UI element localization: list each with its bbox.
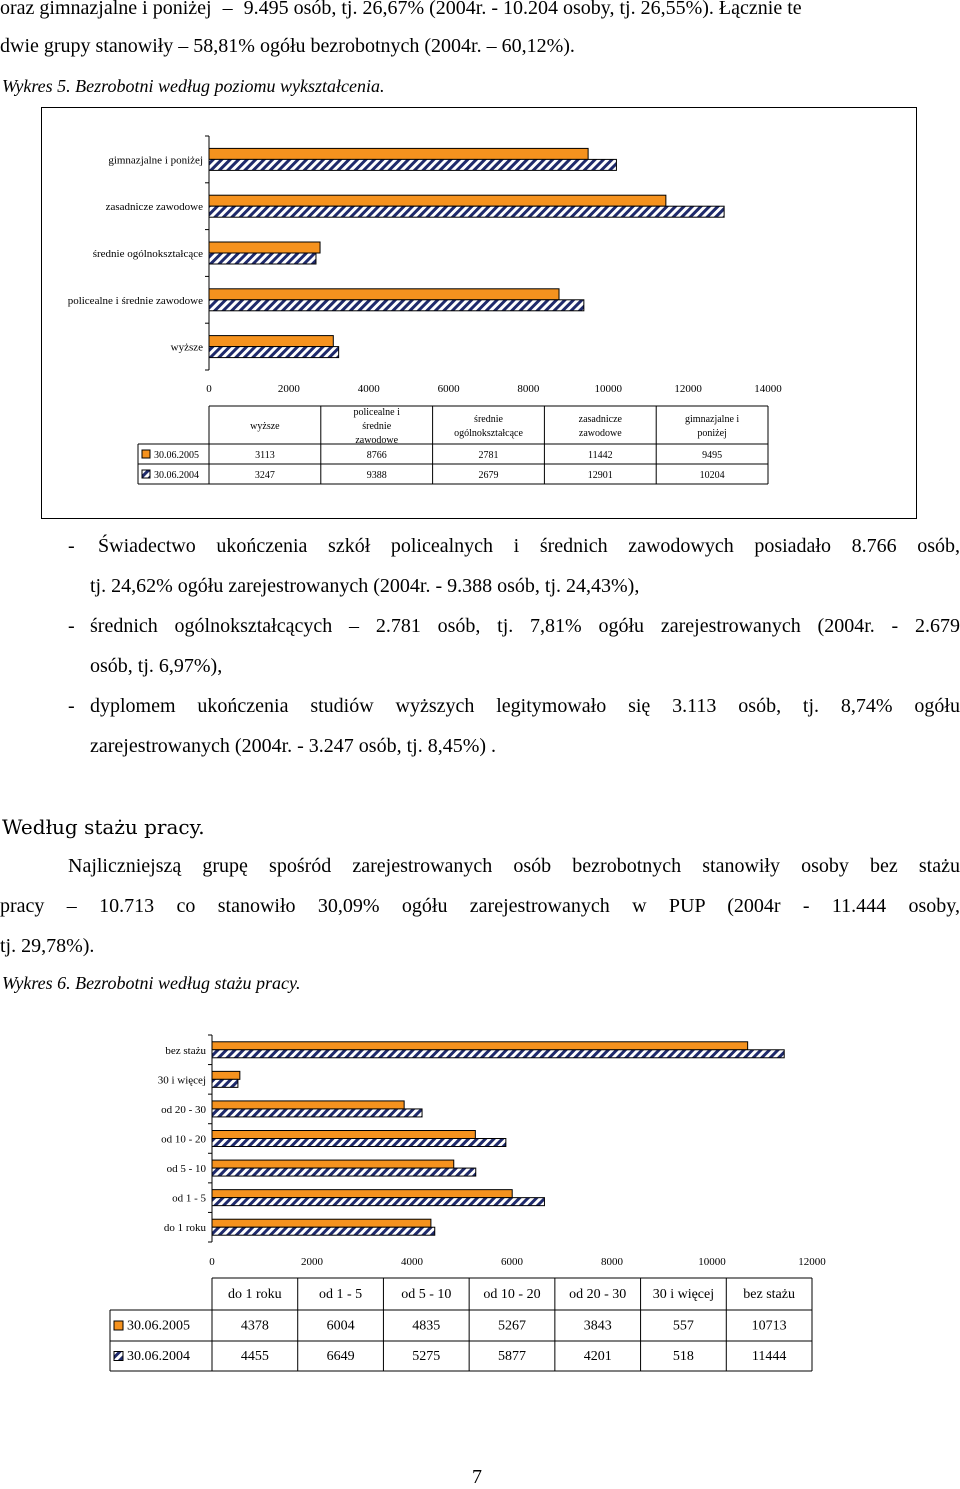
para-line-1: Najliczniejszą grupę spośród zarejestrowanych osób bezrobotnych stanowiły osoby bez stażu <box>68 855 960 877</box>
c6-table-cell: 4455 <box>240 1349 269 1364</box>
c5-table-header: gimnazjalne i <box>685 414 740 425</box>
chart-5-svg <box>42 108 916 518</box>
c5-legend-swatch <box>142 470 150 478</box>
c5-bar-2004 <box>209 253 316 264</box>
c5-category-label: średnie ogólnokształcące <box>92 248 203 260</box>
c6-bar-2004 <box>212 1079 238 1087</box>
c6-x-tick-label: 8000 <box>601 1256 623 1268</box>
c5-table-header: zasadnicze <box>578 414 622 425</box>
c6-table-cell: 4378 <box>240 1318 269 1334</box>
c6-x-tick-label: 12000 <box>798 1256 826 1268</box>
caption-chart-5: Wykres 5. Bezrobotni według poziomu wykształcenia. <box>2 76 385 96</box>
page-number: 7 <box>472 1466 482 1488</box>
c6-legend-swatch <box>114 1321 123 1330</box>
intro-line-1 <box>0 0 960 22</box>
c6-bar-2004 <box>212 1139 506 1147</box>
c5-table-header: średnie <box>362 421 392 432</box>
para-line-2: pracy – 10.713 co stanowiło 30,09% ogółu zarejestrowanych w PUP (2004r - 11.444 osoby, <box>0 895 960 917</box>
c5-bar-2004 <box>209 300 584 311</box>
c5-table-cell: 2781 <box>478 450 499 461</box>
c6-category-label: od 20 - 30 <box>161 1103 206 1116</box>
c6-bar-2005 <box>212 1071 240 1079</box>
c6-table-header: 30 i więcej <box>652 1287 715 1302</box>
bullet-3-cont: zarejestrowanych (2004r. - 3.247 osób, tj. 8,45%) . <box>90 735 497 757</box>
c5-table-cell: 3247 <box>254 470 275 481</box>
bullet-1-dash: - <box>68 535 75 557</box>
c6-bar-2005 <box>212 1042 748 1050</box>
c6-table-header: od 20 - 30 <box>569 1287 627 1302</box>
c5-table-cell: 9495 <box>702 450 723 461</box>
intro-line-1-right: 9.495 osób, tj. 26,67% (2004r. - 10.204 osoby, tj. 26,55%). Łącznie te <box>243 0 802 19</box>
bullet-3-dash: - <box>68 695 75 717</box>
c5-x-tick-label: 6000 <box>437 383 460 395</box>
c6-table-header: do 1 roku <box>228 1287 282 1302</box>
bullet-1 <box>68 532 75 560</box>
c6-table-header: od 1 - 5 <box>318 1287 363 1302</box>
c5-x-tick-label: 0 <box>206 383 212 395</box>
c5-table-header: zawodowe <box>578 428 622 439</box>
intro-line-2: dwie grupy stanowiły – 58,81% ogółu bezrobotnych (2004r. – 60,12%). <box>0 35 575 57</box>
c5-table-cell: 10204 <box>699 470 725 481</box>
c6-table-cell: 557 <box>672 1318 694 1334</box>
c5-x-tick-label: 12000 <box>674 383 702 395</box>
c5-x-tick-label: 14000 <box>754 383 782 395</box>
c6-bar-2004 <box>212 1227 435 1235</box>
c6-bar-2004 <box>212 1050 784 1058</box>
c5-category-label: zasadnicze zawodowe <box>105 201 203 214</box>
chart-5-frame <box>41 107 917 519</box>
c6-x-tick-label: 10000 <box>698 1256 726 1268</box>
para-line-3: tj. 29,78%). <box>0 935 95 957</box>
c5-table-cell: 11442 <box>587 450 613 461</box>
c5-table-cell: 9388 <box>366 470 387 481</box>
c6-table-header: od 10 - 20 <box>483 1287 541 1302</box>
bullet-2-dash: - <box>68 615 75 637</box>
c6-bar-2005 <box>212 1160 454 1168</box>
c5-x-tick-label: 10000 <box>594 383 623 395</box>
c5-bar-2005 <box>209 242 320 253</box>
c6-x-tick-label: 6000 <box>501 1256 523 1268</box>
c6-x-tick-label: 2000 <box>301 1256 323 1268</box>
c6-x-tick-label: 0 <box>209 1256 215 1268</box>
c6-table-header: od 5 - 10 <box>401 1287 452 1302</box>
c6-bar-2004 <box>212 1198 544 1206</box>
c5-category-label: policealne i średnie zawodowe <box>67 294 203 307</box>
c5-table-header: ogólnokształcące <box>454 428 523 439</box>
c5-bar-2004 <box>209 206 724 217</box>
c5-table-cell: 2679 <box>478 470 499 481</box>
c6-table-cell: 4201 <box>583 1349 612 1364</box>
section-heading: Według stażu pracy. <box>2 815 205 839</box>
c6-category-label: 30 i więcej <box>157 1074 206 1087</box>
c5-legend-swatch <box>142 450 150 458</box>
c5-bar-2005 <box>209 148 588 159</box>
c5-table-header: zawodowe <box>355 435 399 446</box>
c5-legend-label: 30.06.2005 <box>154 450 199 461</box>
c6-table-cell: 5267 <box>498 1318 526 1334</box>
intro-line-1-dash: – <box>222 0 233 19</box>
c5-legend-label: 30.06.2004 <box>154 470 199 481</box>
bullet-1-text: Świadectwo ukończenia szkół policealnych i średnich zawodowych posiadało 8.766 osób, <box>98 535 960 557</box>
c6-category-label: do 1 roku <box>163 1222 206 1235</box>
c5-category-label: gimnazjalne i poniżej <box>108 154 203 167</box>
chart-6-frame <box>100 1030 830 1380</box>
c6-table-cell: 6649 <box>326 1349 355 1364</box>
c6-category-label: bez stażu <box>165 1044 206 1057</box>
c5-category-label: wyższe <box>170 341 203 354</box>
bullet-2-cont: osób, tj. 6,97%), <box>90 655 223 677</box>
c5-bar-2004 <box>209 159 616 170</box>
c6-category-label: od 1 - 5 <box>172 1192 206 1205</box>
c6-bar-2004 <box>212 1168 476 1176</box>
c6-table-cell: 3843 <box>583 1318 612 1334</box>
c6-bar-2005 <box>212 1190 512 1198</box>
bullet-2-text: średnich ogólnokształcących – 2.781 osób, tj. 7,81% ogółu zarejestrowanych (2004r. - 2.679 <box>90 615 960 637</box>
c6-category-label: od 5 - 10 <box>166 1163 206 1176</box>
c5-table-cell: 12901 <box>587 470 613 481</box>
c6-bar-2005 <box>212 1101 404 1109</box>
c6-x-tick-label: 4000 <box>401 1256 423 1268</box>
c5-bar-2005 <box>209 289 559 300</box>
c5-x-tick-label: 2000 <box>277 383 300 395</box>
c5-x-tick-label: 4000 <box>357 383 380 395</box>
c6-table-cell: 4835 <box>412 1318 441 1334</box>
c5-table-header: średnie <box>474 414 503 425</box>
chart-6-svg <box>100 1030 830 1380</box>
c5-table-header: policealne i <box>353 407 400 418</box>
c6-table-cell: 5877 <box>498 1349 526 1364</box>
c6-table-cell: 6004 <box>326 1318 355 1334</box>
c6-bar-2005 <box>212 1131 475 1139</box>
c6-table-cell: 11444 <box>751 1349 787 1364</box>
c6-table-header: bez stażu <box>743 1287 795 1302</box>
c6-legend-swatch <box>114 1352 123 1361</box>
c6-table-cell: 10713 <box>751 1318 787 1334</box>
c5-table-cell: 3113 <box>255 450 275 461</box>
c6-legend-label: 30.06.2004 <box>127 1349 190 1364</box>
c5-table-header: poniżej <box>697 428 727 439</box>
c6-bar-2005 <box>212 1219 431 1227</box>
c5-table-cell: 8766 <box>366 450 387 461</box>
c5-table-header: wyższe <box>250 421 280 432</box>
caption-chart-6: Wykres 6. Bezrobotni według stażu pracy. <box>2 973 301 993</box>
c6-category-label: od 10 - 20 <box>161 1133 206 1146</box>
c6-table-cell: 5275 <box>412 1349 441 1364</box>
c6-legend-label: 30.06.2005 <box>127 1318 190 1334</box>
c5-bar-2005 <box>209 336 333 347</box>
c6-bar-2004 <box>212 1109 422 1117</box>
c5-bar-2004 <box>209 347 339 358</box>
bullet-3-text: dyplomem ukończenia studiów wyższych legitymowało się 3.113 osób, tj. 8,74% ogółu <box>90 695 960 717</box>
c5-bar-2005 <box>209 195 666 206</box>
c6-table-cell: 518 <box>672 1349 694 1364</box>
bullet-1-cont: tj. 24,62% ogółu zarejestrowanych (2004r. - 9.388 osób, tj. 24,43%), <box>90 575 640 597</box>
intro-line-1-left: oraz gimnazjalne i poniżej <box>0 0 212 19</box>
c5-x-tick-label: 8000 <box>517 383 540 395</box>
